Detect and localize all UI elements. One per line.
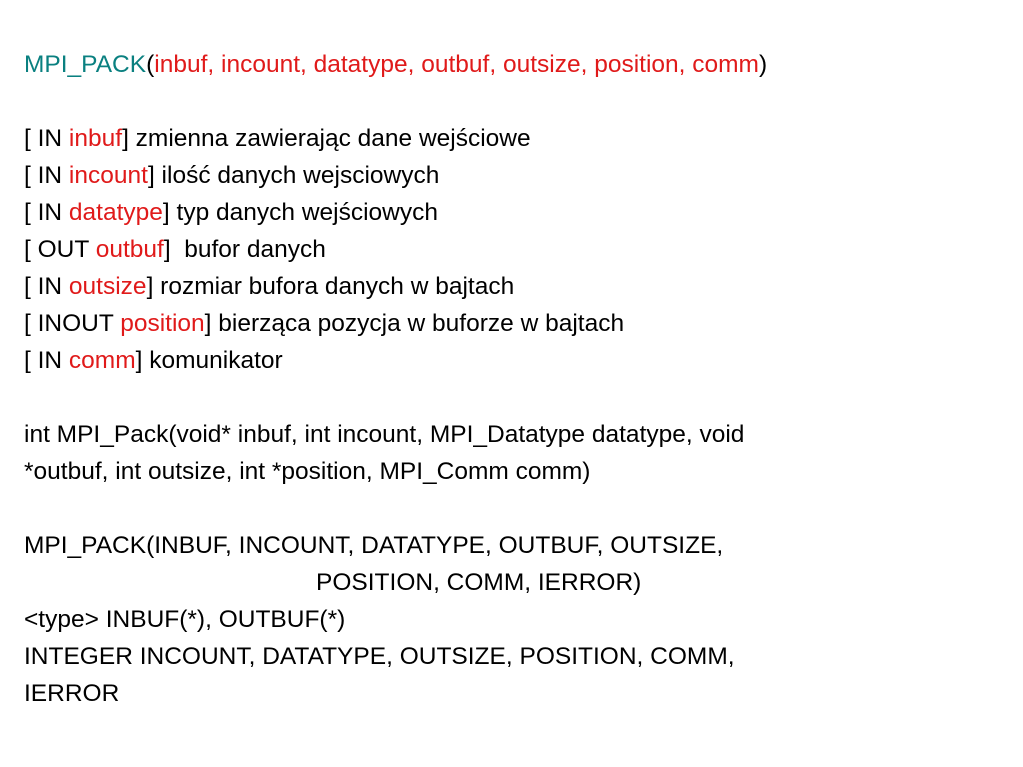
param-description: ] rozmiar bufora danych w bajtach — [146, 273, 515, 300]
fortran-binding-line-3: <type> INBUF(*), OUTBUF(*) — [24, 606, 346, 633]
c-binding-line-2: *outbuf, int outsize, int *position, MPI_Comm comm) — [24, 458, 591, 485]
param-description: ] zmienna zawierając dane wejściowe — [122, 125, 531, 152]
param-direction: [ OUT — [24, 236, 96, 263]
function-name: MPI_PACK — [24, 51, 147, 78]
param-direction: [ IN — [24, 162, 69, 189]
param-line-outbuf — [24, 231, 1004, 268]
fortran-binding-line-1: MPI_PACK(INBUF, INCOUNT, DATATYPE, OUTBUF, OUTSIZE, — [24, 532, 724, 559]
param-direction: [ INOUT — [24, 310, 121, 337]
param-name: datatype — [68, 199, 163, 226]
spacer — [24, 490, 1004, 527]
param-direction: [ IN — [24, 273, 69, 300]
param-description: ] ilość danych wejsciowych — [147, 162, 440, 189]
fortran-binding-line-4: INTEGER INCOUNT, DATATYPE, OUTSIZE, POSITION, COMM, — [24, 643, 735, 670]
param-name: position — [120, 310, 205, 337]
spacer — [24, 83, 1004, 120]
param-description: ] typ danych wejściowych — [162, 199, 438, 226]
param-direction: [ IN — [24, 347, 69, 374]
param-direction: [ IN — [24, 125, 69, 152]
param-name: inbuf — [68, 125, 123, 152]
signature-params: inbuf, incount, datatype, outbuf, outsize, position, comm — [154, 51, 759, 78]
param-description: ] bufor danych — [163, 236, 326, 263]
c-binding-line-1: int MPI_Pack(void* inbuf, int incount, MPI_Datatype datatype, void — [24, 421, 745, 448]
param-direction: [ IN — [24, 199, 69, 226]
close-paren: ) — [758, 51, 768, 78]
param-name: incount — [68, 162, 148, 189]
param-name: outbuf — [95, 236, 164, 263]
param-line-datatype — [24, 194, 1004, 231]
param-line-position — [24, 305, 1004, 342]
param-name: outsize — [68, 273, 147, 300]
signature-line — [24, 46, 1004, 83]
spacer — [24, 379, 1004, 416]
fortran-binding-line-2: POSITION, COMM, IERROR) — [316, 569, 642, 596]
param-description: ] bierząca pozycja w buforze w bajtach — [204, 310, 625, 337]
param-line-incount — [24, 157, 1004, 194]
param-description: ] komunikator — [135, 347, 283, 374]
param-line-comm — [24, 342, 1004, 379]
open-paren: ( — [146, 51, 155, 78]
param-line-inbuf — [24, 120, 1004, 157]
param-name: comm — [68, 347, 136, 374]
fortran-binding-line-5: IERROR — [24, 680, 120, 707]
param-line-outsize — [24, 268, 1004, 305]
slide-content — [24, 46, 1004, 712]
